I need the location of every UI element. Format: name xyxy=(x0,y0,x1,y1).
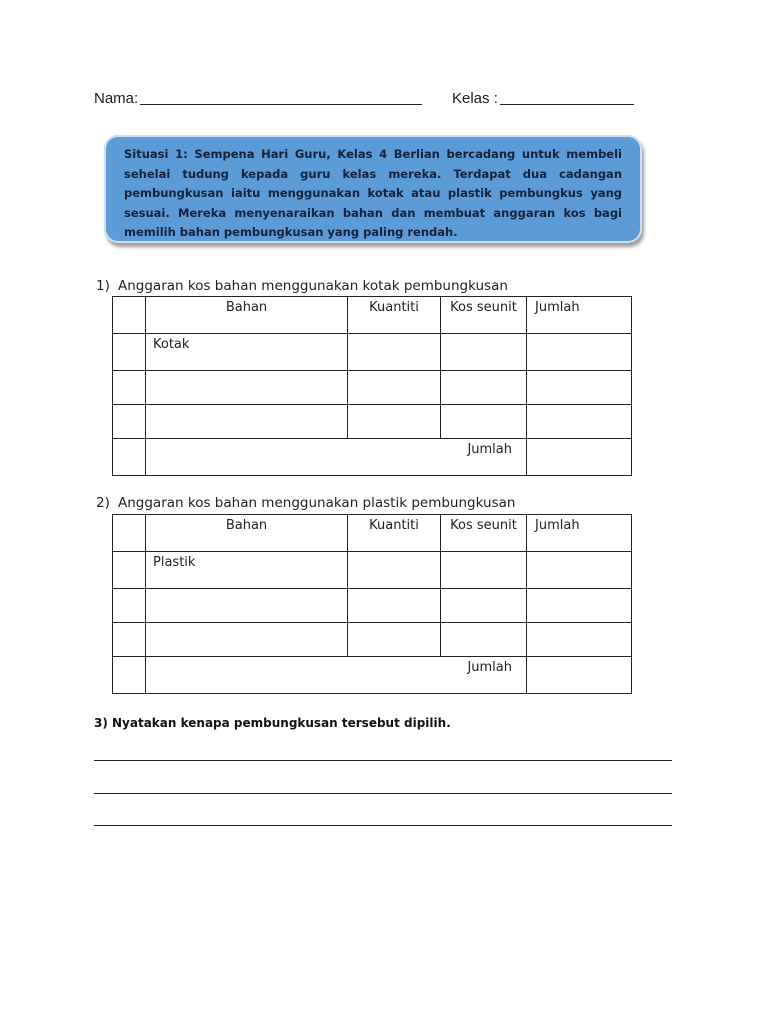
header-bahan: Bahan xyxy=(146,515,348,552)
table-cell xyxy=(113,657,146,694)
table-cell[interactable] xyxy=(113,589,146,623)
answer-line-3[interactable] xyxy=(94,825,672,826)
table-cell[interactable] xyxy=(113,405,146,439)
question-1-title xyxy=(96,278,508,294)
header-kos-seunit: Kos seunit xyxy=(441,515,527,552)
table-row xyxy=(113,371,632,405)
item-plastik: Plastik xyxy=(146,552,348,589)
table-cell xyxy=(113,439,146,476)
question-2-title xyxy=(96,495,515,511)
table-row xyxy=(113,405,632,439)
item-kotak: Kotak xyxy=(146,334,348,371)
question-3-text: 3) Nyatakan kenapa pembungkusan tersebut dipilih. xyxy=(94,716,451,730)
table-cell[interactable] xyxy=(113,623,146,657)
answer-line-1[interactable] xyxy=(94,760,672,761)
table-cell[interactable] xyxy=(527,589,632,623)
table-cell[interactable] xyxy=(441,623,527,657)
table-total-row xyxy=(113,439,632,476)
header-jumlah: Jumlah xyxy=(527,297,632,334)
header-jumlah: Jumlah xyxy=(527,515,632,552)
table-cell[interactable] xyxy=(146,589,348,623)
question-2-number: 2) xyxy=(96,495,110,511)
table-cell[interactable] xyxy=(113,371,146,405)
name-label: Nama: xyxy=(94,90,139,107)
table-cell[interactable] xyxy=(527,552,632,589)
table-cell[interactable] xyxy=(348,334,441,371)
table-cell[interactable] xyxy=(527,623,632,657)
cost-table-box xyxy=(112,296,632,476)
header-kos-seunit: Kos seunit xyxy=(441,297,527,334)
header-kuantiti: Kuantiti xyxy=(348,515,441,552)
total-label: Jumlah xyxy=(146,439,527,476)
total-value-cell[interactable] xyxy=(527,657,632,694)
question-2-text: Anggaran kos bahan menggunakan plastik pembungkusan xyxy=(118,495,516,511)
student-info-row xyxy=(94,88,654,112)
table-cell[interactable] xyxy=(146,371,348,405)
table-cell[interactable] xyxy=(441,589,527,623)
table-cell[interactable] xyxy=(348,405,441,439)
total-value-cell[interactable] xyxy=(527,439,632,476)
table-cell[interactable] xyxy=(113,334,146,371)
table-cell[interactable] xyxy=(146,405,348,439)
question-1-number: 1) xyxy=(96,278,110,294)
table-cell[interactable] xyxy=(348,589,441,623)
total-label: Jumlah xyxy=(146,657,527,694)
table-cell[interactable] xyxy=(348,371,441,405)
table-cell[interactable] xyxy=(527,405,632,439)
situation-box xyxy=(104,135,642,243)
table-cell[interactable] xyxy=(441,405,527,439)
table-cell[interactable] xyxy=(527,371,632,405)
table-row xyxy=(113,623,632,657)
cost-table-plastic xyxy=(112,514,632,694)
table-cell xyxy=(113,515,146,552)
table-row xyxy=(113,334,632,371)
table-row xyxy=(113,552,632,589)
table-header-row xyxy=(113,297,632,334)
header-kuantiti: Kuantiti xyxy=(348,297,441,334)
table-cell xyxy=(113,297,146,334)
table-cell[interactable] xyxy=(441,334,527,371)
answer-line-2[interactable] xyxy=(94,793,672,794)
table-cell[interactable] xyxy=(441,371,527,405)
table-cell[interactable] xyxy=(441,552,527,589)
table-header-row xyxy=(113,515,632,552)
header-bahan: Bahan xyxy=(146,297,348,334)
situation-text: Situasi 1: Sempena Hari Guru, Kelas 4 Berlian bercadang untuk membeli sehelai tudung kepada guru kelas mereka. Terdapat dua cadangan pembungkusan iaitu menggunakan kotak atau plastik pembungkus yang sesuai. Mereka menyenaraikan bahan dan membuat anggaran kos bagi memilih bahan pembungkusan yang paling rendah. xyxy=(124,147,622,239)
class-input-line[interactable] xyxy=(500,104,634,105)
table-cell[interactable] xyxy=(527,334,632,371)
table-cell[interactable] xyxy=(113,552,146,589)
table-total-row xyxy=(113,657,632,694)
question-1-text: Anggaran kos bahan menggunakan kotak pembungkusan xyxy=(118,278,508,294)
table-cell[interactable] xyxy=(348,623,441,657)
name-input-line[interactable] xyxy=(140,104,422,105)
table-cell[interactable] xyxy=(146,623,348,657)
table-row xyxy=(113,589,632,623)
table-cell[interactable] xyxy=(348,552,441,589)
class-label: Kelas : xyxy=(452,90,498,107)
